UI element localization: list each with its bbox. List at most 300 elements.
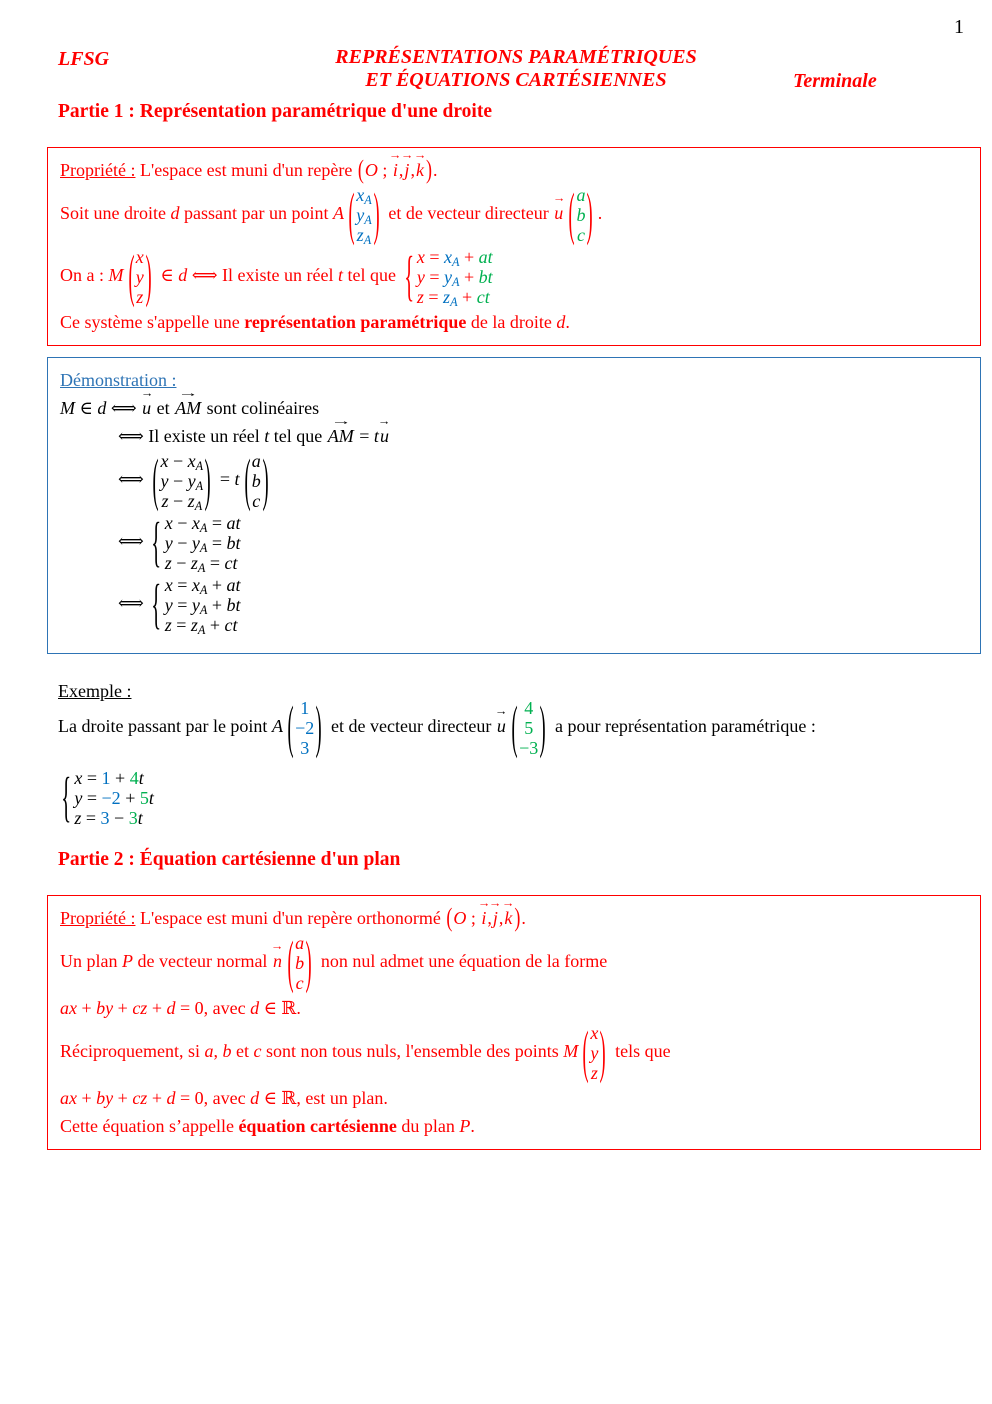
- math-token: ∈: [75, 398, 98, 418]
- math-token: x: [191, 575, 200, 595]
- math-token: Propriété :: [60, 160, 136, 180]
- equation-system: [151, 573, 241, 638]
- vector-row: [160, 451, 204, 474]
- math-token: =: [81, 808, 101, 828]
- vector-row: [136, 267, 144, 287]
- math-token: j: [404, 160, 410, 180]
- property1-line-point-vector: [60, 181, 968, 248]
- vector-row: [74, 768, 143, 788]
- math-token: −: [109, 808, 129, 828]
- math-token: +: [207, 595, 227, 615]
- math-token: Un plan: [60, 951, 122, 972]
- math-token: d: [250, 998, 260, 1018]
- vector-arrow: [553, 200, 564, 226]
- property2-line-conclusion: [60, 1113, 968, 1139]
- math-token: b: [576, 205, 586, 225]
- math-token: 5: [139, 788, 149, 808]
- math-token: x: [590, 1023, 599, 1043]
- vector-arrow: [174, 395, 202, 421]
- math-token: x: [191, 513, 200, 533]
- vector-paren: (: [568, 181, 575, 247]
- vector-arrow: [480, 905, 487, 931]
- math-token: ⟺: [118, 531, 149, 552]
- math-token: +: [147, 998, 167, 1018]
- math-token: A: [332, 203, 344, 224]
- math-token: A: [452, 275, 460, 290]
- math-token: a: [576, 185, 586, 205]
- math-token: .: [470, 1116, 475, 1136]
- vector-arrow: [503, 905, 513, 931]
- math-token: A: [199, 603, 208, 618]
- math-token: A: [363, 233, 372, 248]
- vector-arrow: [415, 157, 425, 183]
- vector-paren: ): [539, 694, 546, 760]
- math-token: +: [457, 287, 477, 307]
- math-token: at: [226, 575, 241, 595]
- vector-arrow: [496, 713, 507, 739]
- math-token: y: [187, 471, 196, 491]
- math-token: a: [251, 451, 261, 471]
- math-token: z: [190, 615, 198, 635]
- math-token: x: [356, 185, 365, 205]
- vector-row: [590, 1043, 598, 1063]
- math-token: t: [264, 426, 270, 446]
- math-token: t: [137, 808, 143, 828]
- math-token: AM: [175, 398, 202, 418]
- math-token: =: [205, 553, 225, 573]
- math-token: ,: [213, 1041, 223, 1062]
- vector-row: [356, 205, 372, 228]
- vector-arrow: [403, 157, 410, 183]
- math-token: ∈ ℝ.: [259, 998, 301, 1018]
- vector-paren: (: [348, 181, 355, 247]
- math-token: −: [172, 513, 192, 533]
- math-token: =: [171, 615, 191, 635]
- math-token: ∈: [155, 265, 179, 286]
- vector-row: [164, 513, 241, 536]
- math-token: y: [164, 595, 173, 615]
- math-token: ct: [224, 553, 238, 573]
- math-token: d: [250, 1088, 260, 1108]
- math-token: z: [161, 491, 169, 511]
- vector-arrow: [272, 948, 283, 974]
- math-token: by: [96, 1088, 114, 1108]
- math-token: x: [444, 247, 453, 267]
- math-token: d: [166, 998, 176, 1018]
- math-token: =: [207, 513, 227, 533]
- math-token: A: [364, 193, 372, 208]
- math-token: ⟺ Il existe un réel: [187, 265, 338, 286]
- math-token: cz: [132, 1088, 148, 1108]
- vector-row: [576, 185, 585, 205]
- example-parametric-system: [58, 768, 157, 828]
- vector-paren: (: [244, 447, 251, 513]
- math-token: c: [576, 225, 585, 245]
- math-token: d: [556, 312, 566, 332]
- vector-paren: ): [587, 181, 594, 247]
- math-token: z: [164, 615, 172, 635]
- math-token: A: [195, 479, 204, 494]
- vector-paren: (: [287, 929, 294, 995]
- equation-system: [61, 768, 154, 828]
- column-vector: [347, 181, 381, 248]
- property2-line-equation: [60, 995, 968, 1021]
- demo-line-systeme-1: [118, 511, 968, 576]
- math-token: ,: [410, 160, 415, 180]
- math-token: 1: [300, 698, 310, 718]
- math-token: x: [160, 451, 169, 471]
- math-token: z: [136, 287, 144, 307]
- vector-row: [524, 718, 533, 738]
- math-token: cz: [132, 998, 148, 1018]
- vector-row: [296, 973, 304, 993]
- math-token: a: [204, 1041, 214, 1062]
- math-token: +: [113, 1088, 133, 1108]
- math-token: t: [138, 768, 144, 788]
- vector-arrow: [141, 395, 152, 421]
- math-token: =: [82, 788, 102, 808]
- vector-arrow: [392, 157, 399, 183]
- property1-line-conclusion: [60, 309, 968, 335]
- demonstration-box: [47, 357, 981, 654]
- math-token: A: [194, 499, 203, 514]
- math-token: sont colinéaires: [202, 398, 320, 418]
- math-token: .: [597, 203, 603, 224]
- vector-row: [160, 471, 204, 494]
- part1-heading: Partie 1 : Représentation paramétrique d'une droite: [58, 101, 492, 122]
- math-token: t: [373, 426, 379, 446]
- math-token: ⟺: [106, 398, 142, 418]
- math-token: y: [191, 533, 200, 553]
- math-token: z: [416, 287, 424, 307]
- course-title-line1: REPRÉSENTATIONS PARAMÉTRIQUES: [335, 46, 697, 68]
- vector-row: [524, 698, 533, 718]
- vector-row: [591, 1063, 598, 1083]
- math-token: =: [82, 768, 102, 788]
- vector-row: [295, 718, 314, 738]
- math-token: Démonstration :: [60, 370, 177, 390]
- vector-row: [300, 738, 309, 758]
- math-token: 3: [100, 808, 110, 828]
- math-token: et de vecteur directeur: [326, 716, 496, 737]
- math-token: y: [416, 267, 425, 287]
- math-token: La droite passant par le point: [58, 716, 272, 737]
- math-token: ∈ ℝ, est un plan.: [259, 1088, 388, 1108]
- math-token: c: [253, 1041, 262, 1062]
- part1-property-box: [47, 147, 981, 346]
- math-token: z: [190, 553, 198, 573]
- math-token: y: [356, 205, 365, 225]
- math-token: at: [478, 247, 493, 267]
- math-token: +: [147, 1088, 167, 1108]
- math-token: équation cartésienne: [238, 1116, 397, 1136]
- math-token: et: [231, 1041, 254, 1062]
- math-token: M: [60, 398, 75, 418]
- math-token: représentation paramétrique: [244, 312, 467, 332]
- math-token: et: [152, 398, 175, 418]
- vector-row: [164, 615, 238, 638]
- math-token: x: [135, 247, 144, 267]
- property2-line-repere: [60, 902, 968, 932]
- column-vector: [581, 1019, 607, 1085]
- math-token: z: [164, 553, 172, 573]
- math-token: x: [187, 451, 196, 471]
- math-token: z: [356, 225, 364, 245]
- math-token: t: [338, 265, 344, 286]
- math-token: O: [453, 908, 467, 928]
- math-token: O: [364, 160, 378, 180]
- math-token: 4: [129, 768, 139, 788]
- vector-paren: ): [145, 243, 152, 309]
- math-token: b: [251, 471, 261, 491]
- math-token: L'espace est muni d'un repère: [135, 160, 357, 180]
- math-token: Réciproquement, si: [60, 1041, 205, 1062]
- vector-row: [519, 738, 538, 758]
- column-vector: [567, 181, 594, 247]
- column-vector: [151, 447, 212, 514]
- math-token: c: [252, 491, 261, 511]
- math-token: b: [295, 953, 305, 973]
- vector-row: [74, 808, 142, 828]
- vector-arrow: [492, 905, 499, 931]
- math-token: A: [197, 623, 206, 638]
- vector-row: [136, 287, 143, 307]
- math-token: ): [425, 154, 432, 184]
- math-token: ,: [487, 908, 492, 928]
- math-token: A: [197, 561, 206, 576]
- math-token: On a :: [60, 265, 109, 286]
- math-token: bt: [478, 267, 493, 287]
- math-token: i: [481, 908, 487, 928]
- system-brace: {: [61, 766, 72, 828]
- math-token: +: [113, 998, 133, 1018]
- math-token: x: [74, 768, 83, 788]
- equation-system: [403, 245, 493, 310]
- demo-line-colineaires: [60, 395, 968, 421]
- column-vector: [510, 694, 548, 760]
- math-token: n: [272, 951, 282, 972]
- math-token: (: [446, 902, 453, 932]
- math-token: y: [164, 533, 173, 553]
- math-token: = 0, avec: [175, 998, 251, 1018]
- column-vector: [286, 694, 324, 760]
- math-token: t: [148, 788, 154, 808]
- math-token: ;: [377, 160, 392, 180]
- math-token: A: [452, 255, 460, 270]
- math-token: 5: [524, 718, 534, 738]
- math-token: −: [171, 553, 191, 573]
- math-token: =: [424, 267, 445, 287]
- column-vector: [286, 929, 313, 995]
- math-token: ct: [476, 287, 490, 307]
- math-token: du plan: [396, 1116, 460, 1136]
- math-token: −: [172, 533, 192, 553]
- math-token: u: [379, 426, 389, 446]
- math-token: P: [122, 951, 133, 972]
- math-token: k: [415, 160, 424, 180]
- math-token: ): [514, 902, 521, 932]
- math-token: 3: [128, 808, 138, 828]
- vector-row: [252, 451, 261, 471]
- vector-row: [577, 225, 585, 245]
- example-intro-line: [58, 694, 816, 760]
- vector-paren: (: [511, 694, 518, 760]
- math-token: j: [492, 908, 498, 928]
- math-token: A: [364, 213, 372, 228]
- math-token: b: [222, 1041, 232, 1062]
- math-token: .: [521, 908, 526, 928]
- math-token: ,: [498, 908, 504, 928]
- math-token: passant par un point: [179, 203, 333, 224]
- vector-row: [74, 788, 153, 808]
- math-token: z: [443, 287, 451, 307]
- property2-line-reciproque: [60, 1019, 968, 1085]
- math-token: A: [199, 521, 208, 536]
- math-token: tel que: [269, 426, 327, 446]
- math-token: x: [416, 247, 425, 267]
- math-token: a pour représentation paramétrique :: [550, 716, 816, 737]
- math-token: d: [178, 265, 188, 286]
- math-token: ax: [60, 1088, 77, 1108]
- grade-level: Terminale: [793, 70, 877, 92]
- vector-row: [164, 595, 241, 618]
- math-token: ⟺ Il existe un réel: [118, 426, 265, 446]
- math-token: d: [170, 203, 180, 224]
- math-token: =: [215, 469, 235, 490]
- column-vector: [127, 243, 153, 309]
- part2-heading: Partie 2 : Équation cartésienne d'un plan: [58, 849, 401, 870]
- math-token: =: [424, 247, 445, 267]
- math-token: c: [295, 973, 304, 993]
- property1-line-system: [60, 243, 968, 310]
- math-token: .: [565, 312, 570, 332]
- math-token: y: [135, 267, 144, 287]
- math-token: +: [205, 615, 225, 635]
- vector-row: [416, 287, 490, 310]
- math-token: =: [172, 575, 192, 595]
- math-token: 4: [524, 698, 534, 718]
- math-token: L'espace est muni d'un repère orthonormé: [135, 908, 446, 928]
- math-token: bt: [226, 595, 241, 615]
- vector-row: [295, 933, 304, 953]
- math-token: =: [172, 595, 192, 615]
- vector-row: [576, 205, 585, 225]
- math-token: +: [110, 768, 130, 788]
- math-token: M: [108, 265, 124, 286]
- math-token: (: [357, 154, 364, 184]
- math-token: y: [444, 267, 453, 287]
- system-brace: {: [151, 511, 162, 573]
- math-token: A: [199, 583, 208, 598]
- math-token: de la droite: [466, 312, 557, 332]
- system-brace: {: [151, 573, 162, 635]
- math-token: z: [74, 808, 82, 828]
- math-token: x: [164, 575, 173, 595]
- math-token: Soit une droite: [60, 203, 171, 224]
- math-token: de vecteur normal: [133, 951, 272, 972]
- vector-paren: (: [152, 447, 159, 513]
- vector-paren: ): [262, 447, 269, 513]
- math-token: by: [96, 998, 114, 1018]
- math-token: ⟺: [118, 593, 149, 614]
- course-title-line2: ET ÉQUATIONS CARTÉSIENNES: [365, 69, 667, 91]
- math-token: +: [77, 998, 97, 1018]
- math-token: Exemple :: [58, 681, 132, 701]
- math-token: 1: [101, 768, 111, 788]
- math-token: u: [496, 716, 506, 737]
- page-number: 1: [954, 16, 964, 38]
- math-token: −2: [101, 788, 121, 808]
- math-token: =: [207, 533, 227, 553]
- property1-line-repere: [60, 154, 968, 184]
- math-token: 3: [300, 738, 310, 758]
- vector-row: [300, 698, 309, 718]
- math-token: z: [187, 491, 195, 511]
- math-token: et de vecteur directeur: [383, 203, 554, 224]
- math-token: P: [459, 1116, 471, 1136]
- vector-row: [252, 471, 261, 491]
- vector-row: [416, 247, 493, 270]
- math-token: .: [432, 160, 438, 180]
- math-token: = 0, avec: [175, 1088, 251, 1108]
- vector-row: [416, 267, 493, 290]
- vector-row: [164, 553, 238, 576]
- vector-row: [356, 225, 372, 248]
- math-token: d: [97, 398, 107, 418]
- math-token: −2: [295, 718, 315, 738]
- math-token: k: [504, 908, 513, 928]
- vector-arrow: [379, 423, 390, 449]
- vector-paren: (: [287, 694, 294, 760]
- math-token: =: [354, 426, 374, 446]
- math-token: A: [271, 716, 283, 737]
- math-token: −: [168, 451, 188, 471]
- vector-paren: (: [582, 1019, 589, 1085]
- vector-row: [136, 247, 144, 267]
- math-token: z: [590, 1063, 598, 1083]
- math-token: −: [168, 491, 188, 511]
- math-token: ⟺: [118, 469, 149, 490]
- vector-paren: ): [204, 447, 211, 513]
- math-token: A: [199, 541, 208, 556]
- vector-row: [164, 533, 241, 556]
- vector-row: [161, 491, 203, 514]
- part2-property-box: [47, 895, 981, 1150]
- math-token: +: [459, 247, 479, 267]
- vector-row: [590, 1023, 598, 1043]
- math-token: t: [234, 469, 240, 490]
- vector-row: [164, 575, 241, 598]
- math-token: Cette équation s’appelle: [60, 1116, 239, 1136]
- math-token: AM: [327, 426, 354, 446]
- equation-system: [151, 511, 241, 576]
- vector-row: [295, 953, 304, 973]
- math-token: +: [77, 1088, 97, 1108]
- property2-line-normal-vector: [60, 929, 968, 995]
- vector-row: [356, 185, 372, 208]
- vector-paren: ): [305, 929, 312, 995]
- math-token: ,: [398, 160, 404, 180]
- math-token: i: [392, 160, 398, 180]
- property2-line-equation-plan: [60, 1085, 968, 1111]
- vector-arrow: [327, 423, 355, 449]
- vector-paren: ): [373, 181, 380, 247]
- column-vector: [243, 447, 270, 513]
- demo-line-systeme-2: [118, 573, 968, 638]
- math-token: sont non tous nuls, l'ensemble des points: [261, 1041, 564, 1062]
- math-token: a: [295, 933, 305, 953]
- math-token: +: [459, 267, 479, 287]
